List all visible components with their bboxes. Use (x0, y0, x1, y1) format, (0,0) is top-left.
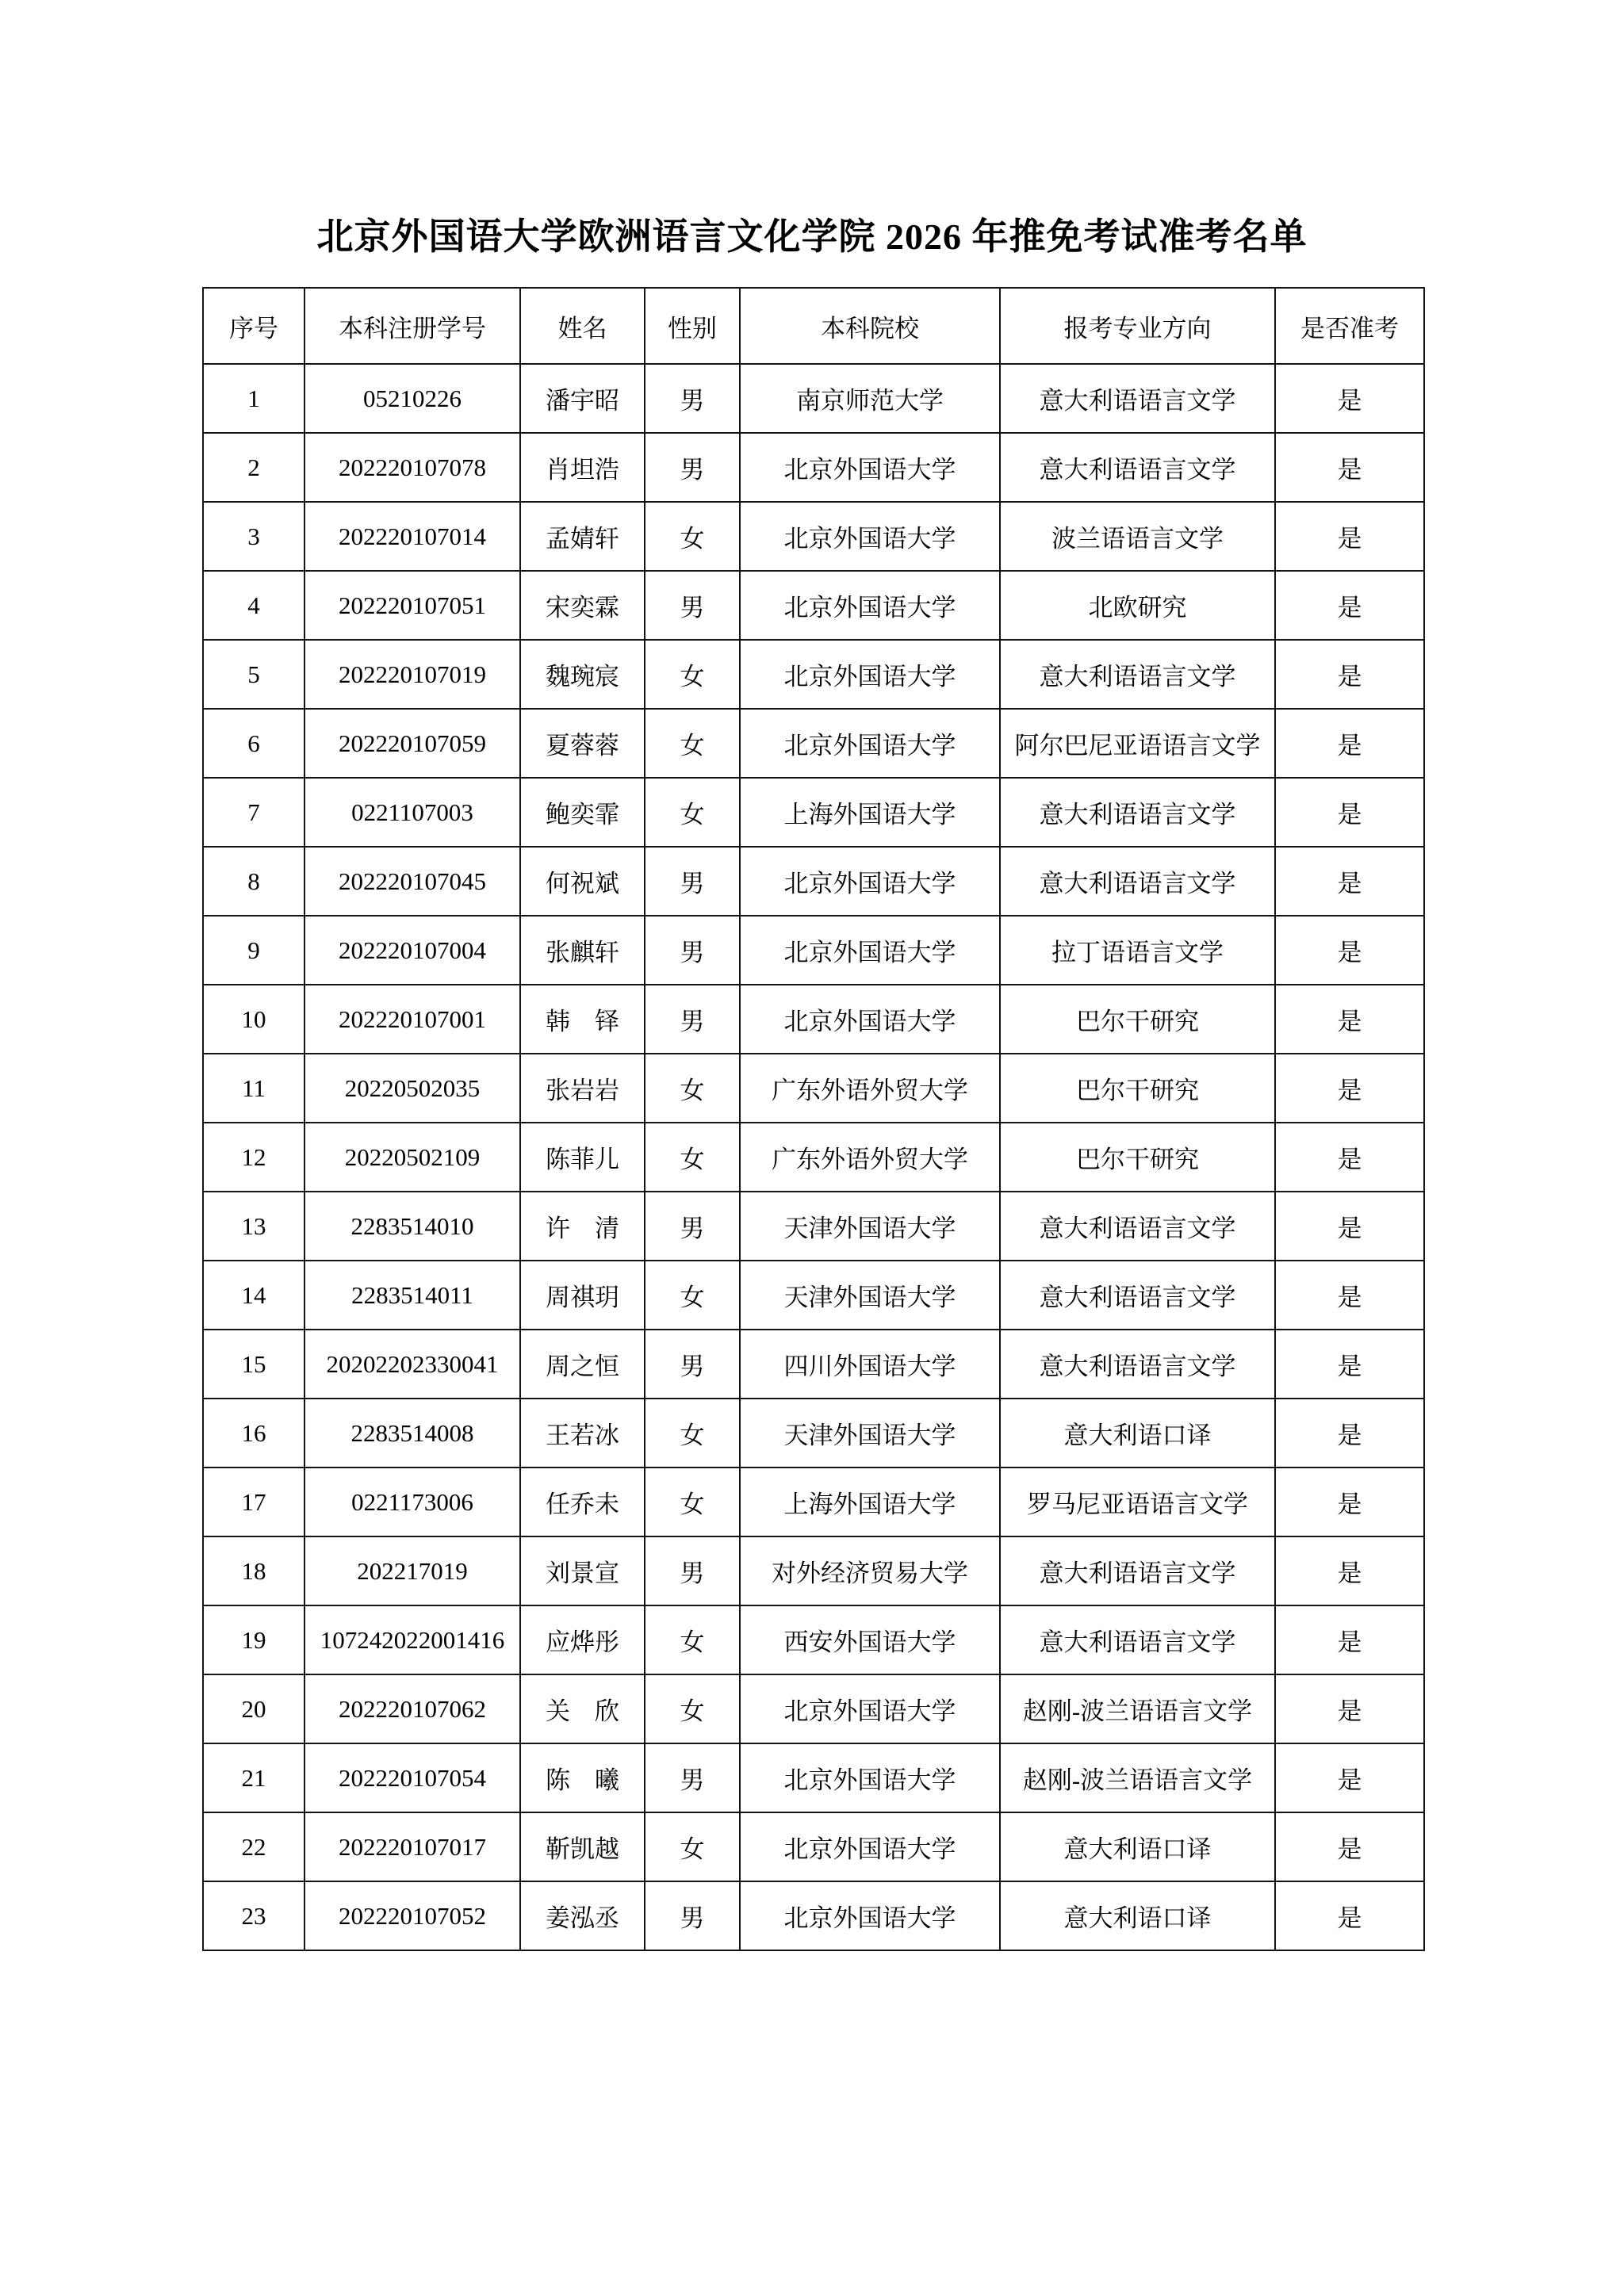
cell-student-id: 202220107062 (304, 1674, 520, 1743)
cell-student-id: 20220502109 (304, 1123, 520, 1192)
cell-student-id: 0221107003 (304, 778, 520, 847)
table-row (203, 640, 1424, 709)
cell-major: 意大利语语言文学 (1000, 778, 1275, 847)
cell-gender: 女 (645, 1261, 740, 1330)
cell-gender: 女 (645, 1123, 740, 1192)
cell-major: 意大利语语言文学 (1000, 1192, 1275, 1261)
cell-university: 北京外国语大学 (740, 640, 1000, 709)
header-row (203, 288, 1424, 364)
cell-name: 陈 曦 (520, 1743, 645, 1812)
cell-university: 广东外语外贸大学 (740, 1054, 1000, 1123)
cell-name: 姜泓丞 (520, 1881, 645, 1950)
cell-gender: 男 (645, 1881, 740, 1950)
cell-admitted: 是 (1275, 778, 1424, 847)
cell-gender: 男 (645, 1192, 740, 1261)
cell-seq: 15 (203, 1330, 304, 1399)
cell-seq: 8 (203, 847, 304, 916)
cell-student-id: 202220107059 (304, 709, 520, 778)
cell-seq: 1 (203, 364, 304, 433)
table-row (203, 1468, 1424, 1536)
page-title: 北京外国语大学欧洲语言文化学院 2026 年推免考试准考名单 (316, 216, 1308, 257)
cell-university: 四川外国语大学 (740, 1330, 1000, 1399)
cell-admitted: 是 (1275, 916, 1424, 985)
cell-gender: 女 (645, 1468, 740, 1536)
cell-admitted: 是 (1275, 433, 1424, 502)
table-row (203, 916, 1424, 985)
cell-major: 意大利语语言文学 (1000, 640, 1275, 709)
cell-student-id: 202220107045 (304, 847, 520, 916)
cell-seq: 14 (203, 1261, 304, 1330)
cell-admitted: 是 (1275, 502, 1424, 571)
cell-university: 北京外国语大学 (740, 985, 1000, 1054)
cell-university: 北京外国语大学 (740, 916, 1000, 985)
cell-student-id: 202220107001 (304, 985, 520, 1054)
cell-name: 刘景宣 (520, 1536, 645, 1605)
cell-student-id: 05210226 (304, 364, 520, 433)
cell-university: 对外经济贸易大学 (740, 1536, 1000, 1605)
cell-admitted: 是 (1275, 1536, 1424, 1605)
table-row (203, 1536, 1424, 1605)
cell-student-id: 202220107052 (304, 1881, 520, 1950)
cell-university: 西安外国语大学 (740, 1605, 1000, 1674)
cell-university: 上海外国语大学 (740, 778, 1000, 847)
cell-gender: 男 (645, 433, 740, 502)
cell-university: 北京外国语大学 (740, 1812, 1000, 1881)
cell-name: 孟婧轩 (520, 502, 645, 571)
table-row (203, 1812, 1424, 1881)
cell-university: 南京师范大学 (740, 364, 1000, 433)
table-row (203, 1123, 1424, 1192)
cell-gender: 男 (645, 916, 740, 985)
cell-seq: 21 (203, 1743, 304, 1812)
cell-major: 赵刚-波兰语语言文学 (1000, 1743, 1275, 1812)
cell-university: 天津外国语大学 (740, 1192, 1000, 1261)
cell-major: 意大利语语言文学 (1000, 433, 1275, 502)
cell-admitted: 是 (1275, 1468, 1424, 1536)
cell-major: 阿尔巴尼亚语语言文学 (1000, 709, 1275, 778)
cell-major: 意大利语语言文学 (1000, 847, 1275, 916)
cell-seq: 16 (203, 1399, 304, 1468)
cell-gender: 女 (645, 1812, 740, 1881)
cell-university: 北京外国语大学 (740, 433, 1000, 502)
cell-gender: 男 (645, 1743, 740, 1812)
cell-student-id: 20220502035 (304, 1054, 520, 1123)
table-row (203, 985, 1424, 1054)
cell-name: 张岩岩 (520, 1054, 645, 1123)
cell-major: 北欧研究 (1000, 571, 1275, 640)
cell-admitted: 是 (1275, 1881, 1424, 1950)
table-row (203, 1054, 1424, 1123)
cell-major: 拉丁语语言文学 (1000, 916, 1275, 985)
cell-admitted: 是 (1275, 985, 1424, 1054)
cell-student-id: 107242022001416 (304, 1605, 520, 1674)
cell-seq: 12 (203, 1123, 304, 1192)
cell-name: 靳凯越 (520, 1812, 645, 1881)
cell-student-id: 202220107078 (304, 433, 520, 502)
cell-student-id: 2283514010 (304, 1192, 520, 1261)
cell-admitted: 是 (1275, 709, 1424, 778)
cell-name: 任乔未 (520, 1468, 645, 1536)
cell-major: 巴尔干研究 (1000, 1123, 1275, 1192)
cell-name: 张麒轩 (520, 916, 645, 985)
table-row (203, 1743, 1424, 1812)
column-header-name: 姓名 (520, 288, 645, 364)
cell-major: 意大利语语言文学 (1000, 1605, 1275, 1674)
cell-major: 意大利语语言文学 (1000, 1261, 1275, 1330)
cell-name: 应烨彤 (520, 1605, 645, 1674)
cell-seq: 5 (203, 640, 304, 709)
cell-student-id: 202220107004 (304, 916, 520, 985)
table-row (203, 433, 1424, 502)
cell-name: 鲍奕霏 (520, 778, 645, 847)
cell-student-id: 202220107014 (304, 502, 520, 571)
cell-seq: 19 (203, 1605, 304, 1674)
cell-name: 肖坦浩 (520, 433, 645, 502)
cell-name: 关 欣 (520, 1674, 645, 1743)
cell-university: 北京外国语大学 (740, 847, 1000, 916)
cell-name: 魏琬宸 (520, 640, 645, 709)
cell-student-id: 202220107019 (304, 640, 520, 709)
cell-name: 何祝斌 (520, 847, 645, 916)
cell-student-id: 20202202330041 (304, 1330, 520, 1399)
column-header-student-id: 本科注册学号 (304, 288, 520, 364)
cell-university: 天津外国语大学 (740, 1261, 1000, 1330)
table-row (203, 571, 1424, 640)
cell-gender: 男 (645, 847, 740, 916)
cell-major: 意大利语语言文学 (1000, 1536, 1275, 1605)
cell-admitted: 是 (1275, 1743, 1424, 1812)
cell-gender: 男 (645, 364, 740, 433)
table-row (203, 1881, 1424, 1950)
cell-major: 意大利语语言文学 (1000, 364, 1275, 433)
cell-seq: 10 (203, 985, 304, 1054)
table-row (203, 1674, 1424, 1743)
cell-name: 潘宇昭 (520, 364, 645, 433)
cell-major: 赵刚-波兰语语言文学 (1000, 1674, 1275, 1743)
cell-admitted: 是 (1275, 1330, 1424, 1399)
cell-admitted: 是 (1275, 1399, 1424, 1468)
cell-gender: 女 (645, 1399, 740, 1468)
cell-seq: 3 (203, 502, 304, 571)
cell-seq: 17 (203, 1468, 304, 1536)
table-row (203, 1192, 1424, 1261)
cell-gender: 女 (645, 1605, 740, 1674)
cell-name: 宋奕霖 (520, 571, 645, 640)
table-row (203, 1261, 1424, 1330)
table-row (203, 1605, 1424, 1674)
cell-university: 北京外国语大学 (740, 571, 1000, 640)
column-header-university: 本科院校 (740, 288, 1000, 364)
cell-university: 北京外国语大学 (740, 709, 1000, 778)
column-header-major: 报考专业方向 (1000, 288, 1275, 364)
cell-admitted: 是 (1275, 1054, 1424, 1123)
cell-seq: 4 (203, 571, 304, 640)
column-header-seq: 序号 (203, 288, 304, 364)
cell-admitted: 是 (1275, 1812, 1424, 1881)
cell-seq: 6 (203, 709, 304, 778)
cell-admitted: 是 (1275, 571, 1424, 640)
cell-university: 上海外国语大学 (740, 1468, 1000, 1536)
cell-seq: 18 (203, 1536, 304, 1605)
cell-name: 王若冰 (520, 1399, 645, 1468)
cell-major: 意大利语口译 (1000, 1399, 1275, 1468)
cell-seq: 7 (203, 778, 304, 847)
cell-student-id: 202220107054 (304, 1743, 520, 1812)
cell-university: 广东外语外贸大学 (740, 1123, 1000, 1192)
cell-name: 许 清 (520, 1192, 645, 1261)
cell-gender: 女 (645, 502, 740, 571)
table-row (203, 1399, 1424, 1468)
cell-major: 罗马尼亚语语言文学 (1000, 1468, 1275, 1536)
cell-seq: 20 (203, 1674, 304, 1743)
cell-student-id: 2283514008 (304, 1399, 520, 1468)
cell-gender: 男 (645, 1330, 740, 1399)
cell-student-id: 2283514011 (304, 1261, 520, 1330)
cell-gender: 女 (645, 709, 740, 778)
table-row (203, 709, 1424, 778)
cell-student-id: 202220107017 (304, 1812, 520, 1881)
cell-gender: 女 (645, 640, 740, 709)
cell-gender: 男 (645, 985, 740, 1054)
cell-gender: 男 (645, 1536, 740, 1605)
cell-student-id: 0221173006 (304, 1468, 520, 1536)
table-row (203, 364, 1424, 433)
cell-name: 夏蓉蓉 (520, 709, 645, 778)
cell-name: 韩 铎 (520, 985, 645, 1054)
cell-major: 意大利语口译 (1000, 1881, 1275, 1950)
cell-university: 天津外国语大学 (740, 1399, 1000, 1468)
cell-admitted: 是 (1275, 1674, 1424, 1743)
table-row (203, 502, 1424, 571)
admission-roster-table (202, 287, 1425, 1951)
cell-major: 巴尔干研究 (1000, 985, 1275, 1054)
cell-admitted: 是 (1275, 1261, 1424, 1330)
cell-gender: 男 (645, 571, 740, 640)
column-header-gender: 性别 (645, 288, 740, 364)
cell-major: 意大利语口译 (1000, 1812, 1275, 1881)
cell-admitted: 是 (1275, 847, 1424, 916)
cell-major: 巴尔干研究 (1000, 1054, 1275, 1123)
table-row (203, 1330, 1424, 1399)
cell-admitted: 是 (1275, 1123, 1424, 1192)
cell-university: 北京外国语大学 (740, 1674, 1000, 1743)
cell-seq: 9 (203, 916, 304, 985)
cell-seq: 23 (203, 1881, 304, 1950)
cell-gender: 女 (645, 1674, 740, 1743)
cell-name: 周之恒 (520, 1330, 645, 1399)
cell-university: 北京外国语大学 (740, 502, 1000, 571)
cell-admitted: 是 (1275, 364, 1424, 433)
column-header-admitted: 是否准考 (1275, 288, 1424, 364)
table-row (203, 847, 1424, 916)
table-row (203, 778, 1424, 847)
cell-student-id: 202220107051 (304, 571, 520, 640)
cell-name: 周祺玥 (520, 1261, 645, 1330)
cell-university: 北京外国语大学 (740, 1881, 1000, 1950)
cell-major: 意大利语语言文学 (1000, 1330, 1275, 1399)
cell-admitted: 是 (1275, 640, 1424, 709)
cell-gender: 女 (645, 778, 740, 847)
cell-university: 北京外国语大学 (740, 1743, 1000, 1812)
cell-admitted: 是 (1275, 1605, 1424, 1674)
cell-gender: 女 (645, 1054, 740, 1123)
cell-name: 陈菲儿 (520, 1123, 645, 1192)
cell-major: 波兰语语言文学 (1000, 502, 1275, 571)
cell-seq: 2 (203, 433, 304, 502)
cell-admitted: 是 (1275, 1192, 1424, 1261)
cell-seq: 22 (203, 1812, 304, 1881)
cell-seq: 11 (203, 1054, 304, 1123)
cell-seq: 13 (203, 1192, 304, 1261)
cell-student-id: 202217019 (304, 1536, 520, 1605)
